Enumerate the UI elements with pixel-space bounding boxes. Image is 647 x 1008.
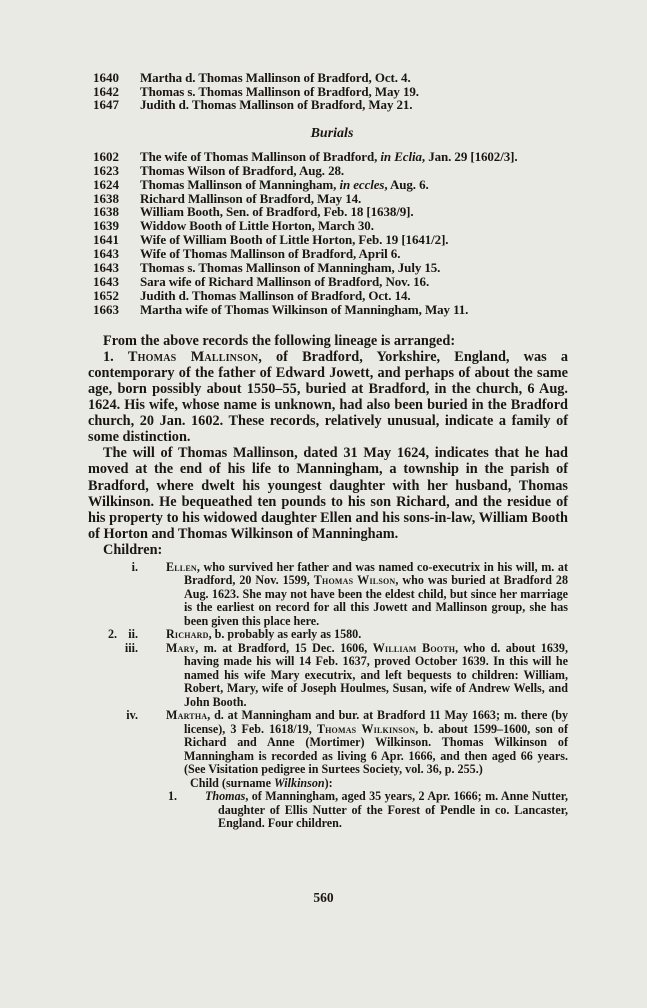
baptism-record-list	[93, 0, 571, 112]
text-run: , of Manningham, aged 35 years, 2 Apr. 1666; m. Anne Nutter, daughter of Ellis Nutter of the Forest of Pendle in co. Lancaster, England. Four children.	[218, 789, 568, 831]
text-run: Ellen	[166, 559, 197, 574]
record-text	[140, 164, 344, 178]
record-year: 1641	[93, 232, 119, 248]
child-arabic-number	[108, 709, 120, 831]
text-run: Judith d. Thomas Mallinson of Bradford, May 21.	[140, 97, 413, 113]
text-run: , b. probably as early as 1580.	[208, 627, 362, 642]
text-run: The will of Thomas Mallinson, dated 31 May 1624, indicates that he had moved at the end of his life to Manningham, a township in the parish of Bradford, where dwelt his youngest daughter with her husband, Thomas Wilkinson. He bequeathed ten pounds to his son Richard, and the residue of his property to his widowed daughter Ellen and his sons-in-law, William Booth of Horton and Thomas Wilkinson of Manningham.	[88, 445, 568, 542]
text-run: in Eclia	[380, 148, 422, 164]
child-entry-text	[166, 709, 568, 831]
record-text	[140, 85, 419, 99]
record-row	[93, 178, 571, 192]
text-run: Thomas Mallinson	[127, 348, 259, 365]
child-row	[108, 628, 568, 642]
text-run: Wilkinson	[274, 775, 325, 790]
text-run: The wife of Thomas Mallinson of Bradford,	[140, 148, 381, 164]
record-text	[140, 303, 468, 317]
record-text	[140, 219, 374, 233]
child-roman-numeral: iii.	[124, 640, 138, 655]
record-text	[140, 71, 411, 85]
child-arabic-number	[108, 561, 120, 629]
text-run: Martha	[166, 708, 208, 723]
paragraph	[88, 542, 568, 558]
record-year: 1643	[93, 246, 119, 262]
grandchild-heading	[190, 777, 568, 791]
text-run: , m. at Bradford, 15 Dec. 1606,	[195, 640, 373, 655]
children-list	[108, 561, 568, 831]
text-run: Child (surname	[190, 775, 274, 790]
text-run: , who d. about 1639, having made his will 14 Feb. 1637, proved October 1639. In this will he named his wife Mary executrix, and left bequests to children: William, Robert, Mary, wife of Joseph Houlmes, Susan, wife of Andrew Wells, and John Booth.	[184, 640, 568, 709]
grandchild-row	[168, 790, 568, 831]
paragraph	[88, 445, 568, 542]
text-run: ):	[324, 775, 333, 790]
child-row	[108, 561, 568, 629]
child-roman-numeral: iv.	[126, 708, 138, 723]
paragraph	[88, 349, 568, 446]
record-row	[93, 219, 571, 233]
child-row	[108, 709, 568, 831]
record-row	[93, 289, 571, 303]
record-text	[140, 192, 361, 206]
text-run: , Aug. 6.	[384, 176, 429, 192]
record-row	[93, 275, 571, 289]
text-run: , d. at Manningham and bur. at Bradford 11 May 1663; m. there (by license), 3 Feb. 1618/19,	[184, 708, 568, 736]
record-text	[140, 247, 400, 261]
record-text	[140, 178, 429, 192]
record-year: 1640	[93, 70, 119, 85]
lineage-paragraphs	[88, 333, 568, 558]
text-run: Mary	[166, 640, 196, 655]
text-run: Thomas Wilson of Bradford, Aug. 28.	[140, 162, 345, 178]
child-roman-numeral: i.	[131, 559, 138, 574]
record-text	[140, 275, 429, 289]
record-row	[93, 233, 571, 247]
text-run: , of Bradford, Yorkshire, England, was a contemporary of the father of Edward Jowett, and perhaps of about the same age, born possibly about 1550–55, buried at Bradford, in the church, 6 Aug. 1624. His wife, whose name is unknown, had also been buried in the Bradford church, 20 Jan. 1602. These records, relatively unusual, indicate a family of some distinction.	[88, 348, 568, 446]
record-text	[140, 233, 448, 247]
text-run: From the above records the following lineage is arranged:	[103, 332, 456, 349]
text-run: Martha d. Thomas Mallinson of Bradford, Oct. 4.	[140, 70, 411, 85]
child-row	[108, 642, 568, 710]
grandchild-entry-text	[205, 790, 568, 831]
record-year: 1623	[93, 162, 119, 178]
record-row	[93, 205, 571, 219]
record-year: 1643	[93, 273, 119, 289]
text-run: Thomas	[205, 789, 246, 804]
text-run: , who survived her father and was named co-executrix in his will, m. at Bradford, 20 Nov. 1599,	[184, 559, 568, 588]
text-run: 1.	[103, 348, 128, 365]
text-run: in eccles	[339, 176, 385, 192]
page-number: 560	[313, 890, 334, 905]
text-run: , who was buried at Bradford 28 Aug. 1623. She may not have been the eldest child, but since her marriage is the earliest on record for all this Jowett and Mallinson group, she has been given this place here.	[184, 573, 569, 628]
record-row	[93, 85, 571, 99]
text-run: , b. about 1599–1600, son of Richard and Anne (Mortimer) Wilkinson. Thomas Wilkinson of Manningham is recorded as living 6 Apr. 1666, and then aged 66 years. (See Visitation pedigree in Surtees Society, vol. 36, p. 255.)	[184, 721, 568, 777]
text-run: Children:	[103, 541, 163, 558]
text-run: William Booth, Sen. of Bradford, Feb. 18 [1638/9].	[140, 204, 414, 220]
record-row	[93, 303, 571, 317]
text-run: Martha wife of Thomas Wilkinson of Manningham, May 11.	[140, 301, 469, 317]
record-row	[93, 247, 571, 261]
record-row	[93, 164, 571, 178]
text-run: Sara wife of Richard Mallinson of Bradford, Nov. 16.	[140, 273, 430, 289]
child-entry-text	[166, 642, 568, 710]
record-row	[93, 71, 571, 85]
record-year: 1663	[93, 301, 119, 317]
record-text	[140, 98, 412, 112]
child-arabic-number	[108, 642, 120, 710]
child-roman-numeral: ii.	[128, 627, 138, 642]
text-run: Richard	[166, 627, 209, 642]
record-text	[140, 261, 440, 275]
text-run: Widdow Booth of Little Horton, March 30.	[140, 218, 374, 234]
record-text	[140, 150, 518, 164]
record-year: 1602	[93, 148, 119, 164]
child-arabic-number: 2.	[108, 627, 118, 642]
record-year: 1638	[93, 204, 119, 220]
text-run: Thomas s. Thomas Mallinson of Manningham, July 15.	[140, 260, 441, 276]
text-run: Thomas Wilkinson	[316, 721, 416, 736]
text-run: Richard Mallinson of Bradford, May 14.	[140, 190, 362, 206]
burials-heading: Burials	[310, 125, 354, 141]
record-text	[140, 289, 411, 303]
text-run: Wife of William Booth of Little Horton, Feb. 19 [1641/2].	[140, 232, 449, 248]
record-year: 1639	[93, 218, 119, 234]
record-text	[140, 205, 414, 219]
record-row	[93, 192, 571, 206]
text-run: Judith d. Thomas Mallinson of Bradford, Oct. 14.	[140, 287, 411, 303]
text-run: Wife of Thomas Mallinson of Bradford, April 6.	[140, 246, 401, 262]
record-year: 1638	[93, 190, 119, 206]
text-run: William Booth	[372, 640, 456, 655]
child-entry-text	[166, 561, 568, 629]
record-row	[93, 150, 571, 164]
text-run: Thomas Wilson	[313, 573, 396, 588]
text-run: Thomas Mallinson of Manningham,	[140, 176, 340, 192]
record-year: 1624	[93, 176, 119, 192]
burial-record-list	[93, 150, 571, 317]
record-row	[93, 98, 571, 112]
record-year: 1642	[93, 83, 119, 99]
paragraph	[88, 333, 568, 349]
grandchild-number: 1.	[168, 789, 178, 804]
record-year: 1643	[93, 260, 119, 276]
text-run: , Jan. 29 [1602/3].	[421, 148, 518, 164]
text-run: Thomas s. Thomas Mallinson of Bradford, May 19.	[140, 83, 419, 99]
child-entry-text	[166, 628, 568, 642]
record-year: 1647	[93, 97, 119, 113]
record-row	[93, 261, 571, 275]
record-year: 1652	[93, 287, 119, 303]
